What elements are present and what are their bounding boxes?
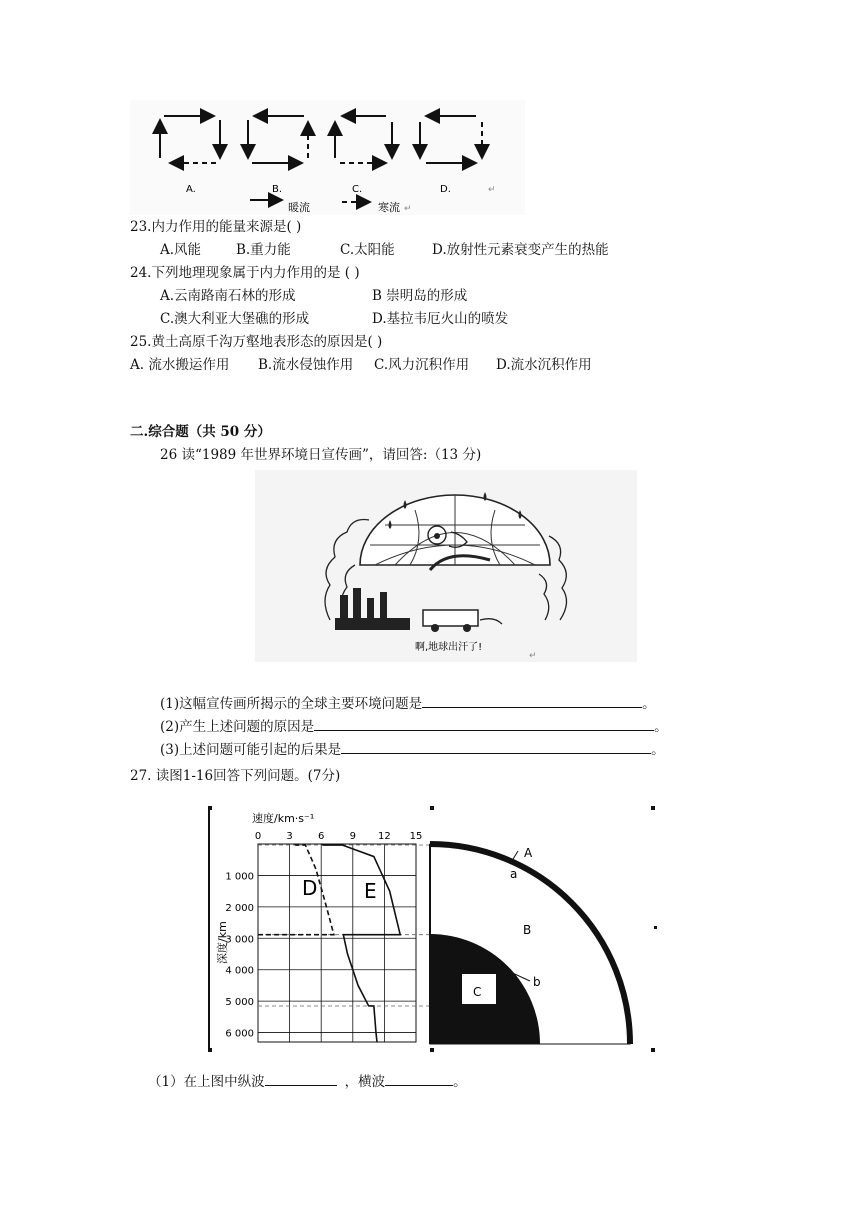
q27-stem: 27. 读图1-16回答下列问题。(7分)	[130, 768, 341, 784]
y-tick-label: 3 000	[225, 934, 254, 946]
q25-option-a: A. 流水搬运作用	[130, 357, 230, 373]
q26-sub3-text: (3)上述问题可能引起的后果是	[160, 742, 342, 758]
x-axis-label: 速度/km·s⁻¹	[252, 812, 315, 825]
x-tick-label: 12	[378, 831, 391, 842]
label-A: A	[524, 846, 533, 860]
q27-sub1-prefix: （1）在上图中纵波	[148, 1074, 265, 1090]
loop-b	[248, 116, 308, 163]
q26-answer-3[interactable]	[341, 739, 651, 754]
q24-option-c: C.澳大利亚大堡礁的形成	[160, 311, 310, 327]
y-tick-label: 4 000	[225, 965, 254, 977]
q26-stem: 26 读“1989 年世界环境日宣传画”，请回答:（13 分)	[160, 447, 482, 463]
q27-sub1	[148, 1071, 467, 1092]
ocean-currents-figure	[130, 100, 525, 215]
q26-sub3	[160, 739, 665, 760]
label-a: a	[510, 867, 518, 881]
q23-option-d: D.放射性元素衰变产生的热能	[432, 242, 609, 258]
q27-sub1-end: 。	[453, 1074, 467, 1090]
q23-option-b: B.重力能	[236, 242, 291, 258]
q24-option-a: A.云南路南石林的形成	[160, 288, 296, 304]
svg-text:↵: ↵	[488, 185, 496, 195]
legend-warm: 暖流	[288, 201, 310, 214]
y-axis-label: 深度/km	[216, 921, 229, 964]
seismic-figure	[208, 806, 656, 1052]
series-label-d: D	[302, 876, 318, 900]
y-tick-label: 1 000	[225, 871, 254, 883]
series-line-d	[258, 844, 334, 935]
q25-option-b: B.流水侵蚀作用	[258, 357, 354, 373]
q26-sub3-end: 。	[651, 742, 665, 758]
q27-sub1-mid: ，横波	[344, 1074, 386, 1090]
sweating-earth-illustration	[255, 470, 637, 662]
x-tick-label: 9	[349, 831, 356, 842]
q27-answer-s[interactable]	[385, 1071, 453, 1086]
earth-section	[430, 844, 630, 1044]
q24-option-d: D.基拉韦厄火山的喷发	[372, 311, 509, 327]
loop-d	[420, 116, 482, 163]
section2-title: 二.综合题（共 50 分）	[130, 424, 271, 440]
q26-sub1	[160, 693, 656, 714]
q27-answer-p[interactable]	[265, 1071, 337, 1086]
svg-text:↵: ↵	[404, 204, 412, 214]
q26-answer-2[interactable]	[314, 716, 654, 731]
series-label-e: E	[364, 879, 377, 903]
label-d: D.	[440, 184, 451, 195]
y-tick-label: 2 000	[225, 902, 254, 914]
q26-sub2-text: (2)产生上述问题的原因是	[160, 719, 315, 735]
q23-option-c: C.太阳能	[340, 242, 395, 258]
x-tick-label: 6	[318, 831, 325, 842]
poster-caption: 啊,地球出汗了!	[415, 642, 483, 653]
q25-option-d: D.流水沉积作用	[496, 357, 592, 373]
q26-sub1-text: (1)这幅宣传画所揭示的全球主要环境问题是	[160, 696, 423, 712]
q24-option-b: B 崇明岛的形成	[372, 288, 468, 304]
q26-sub2	[160, 716, 668, 737]
label-b: b	[533, 975, 541, 989]
label-b: B.	[272, 184, 283, 195]
q26-answer-1[interactable]	[422, 693, 642, 708]
q23-stem: 23.内力作用的能量来源是( )	[130, 219, 302, 235]
x-tick-label: 15	[409, 831, 423, 842]
q24-stem: 24.下列地理现象属于内力作用的是 ( )	[130, 265, 360, 281]
label-B: B	[523, 923, 532, 937]
loop-c	[335, 116, 392, 163]
y-tick-label: 5 000	[225, 997, 254, 1009]
x-tick-label: 0	[254, 831, 262, 842]
q26-sub1-end: 。	[642, 696, 656, 712]
y-tick-label: 6 000	[225, 1028, 254, 1040]
loop-a	[160, 116, 220, 163]
legend-cold: 寒流	[378, 201, 400, 214]
q23-option-a: A.风能	[160, 242, 202, 258]
series-line-e	[321, 844, 400, 1042]
label-a: A.	[186, 184, 196, 195]
q25-option-c: C.风力沉积作用	[374, 357, 470, 373]
label-c: C.	[352, 184, 363, 195]
x-tick-label: 3	[286, 831, 293, 842]
environment-poster	[255, 470, 637, 662]
seismic-wave-chart	[208, 806, 656, 1052]
q26-sub2-end: 。	[654, 719, 668, 735]
label-C: C	[473, 985, 482, 999]
q25-stem: 25.黄土高原千沟万壑地表形态的原因是( )	[130, 334, 383, 350]
ocean-currents-diagram	[130, 100, 525, 215]
svg-text:↵: ↵	[529, 651, 537, 661]
plot-frame	[258, 844, 416, 1042]
